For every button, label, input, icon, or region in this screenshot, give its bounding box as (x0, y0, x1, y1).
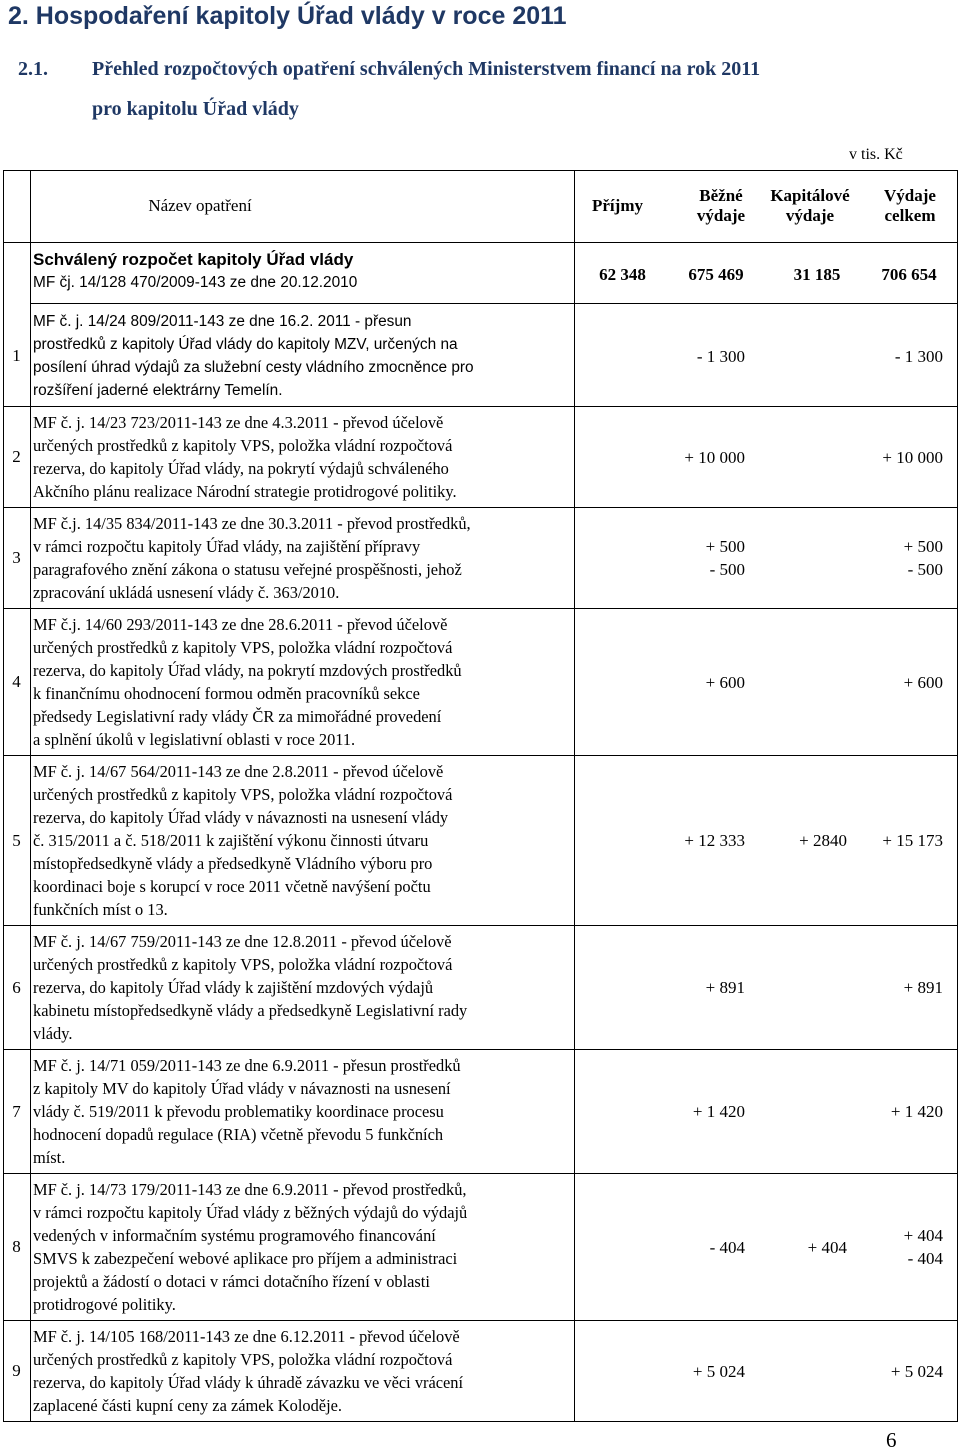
section-title-line2: pro kapitolu Úřad vlády (92, 98, 299, 120)
celkem-value: + 600 (903, 672, 943, 692)
bezne-value: + 10 000 (684, 447, 745, 467)
description-line: prostředků z kapitoly Úřad vlády do kapitoly MZV, určených na (33, 336, 458, 353)
celkem-value: + 15 173 (882, 831, 943, 850)
description-line: koordinaci boje s korupcí v roce 2011 včetně navýšení počtu (33, 877, 431, 896)
row-bezne (671, 609, 745, 755)
grid-line (3, 1421, 958, 1422)
bezne-value: + 5 024 (692, 1361, 745, 1381)
row-bezne (671, 508, 745, 608)
description-line: rezerva, do kapitoly Úřad vlády k úhradě závazku ve věci vrácení (33, 1373, 464, 1392)
celkem-value: - 1 300 (894, 346, 943, 366)
description-line: vlády. (33, 1024, 73, 1043)
grid-line (30, 170, 31, 1422)
row-number: 6 (12, 977, 21, 997)
description-line: kabinetu místopředsedkyně vlády a předsedkyně Legislativní rady (33, 1001, 468, 1020)
description-line: v rámci rozpočtu kapitoly Úřad vlády z běžných výdajů do výdajů (33, 1203, 468, 1222)
grid-line (957, 170, 958, 1422)
description-line: MF č. j. 14/23 723/2011-143 ze dne 4.3.2011 - převod účelově (33, 413, 444, 432)
description-line: SMVS k zabezpečení webové aplikace pro příjem a administraci (33, 1249, 458, 1268)
bezne-value: + 600 (705, 672, 745, 692)
row-description (33, 512, 573, 604)
row-description (33, 930, 573, 1045)
row-bezne (671, 1321, 745, 1421)
col-header-prijmy-text: Příjmy (592, 196, 643, 215)
col-header-kapitalove-line1: Kapitálové (770, 186, 850, 205)
description-line: MF č. j. 14/67 564/2011-143 ze dne 2.8.2011 - převod účelově (33, 762, 444, 781)
description-line: rezerva, do kapitoly Úřad vlády v návaznosti na usnesení vlády (33, 808, 449, 827)
row-number: 9 (12, 1361, 21, 1380)
description-line: MF č.j. 14/60 293/2011-143 ze dne 28.6.2011 - převod účelově (33, 615, 448, 634)
grid-line (3, 608, 958, 609)
budget-row-description (33, 248, 573, 294)
row-bezne (671, 756, 745, 925)
description-line: MF č. j. 14/73 179/2011-143 ze dne 6.9.2011 - převod prostředků, (33, 1180, 467, 1199)
description-line: Akčního plánu realizace Národní strategie protidrogové politiky. (33, 482, 457, 501)
row-celkem (861, 756, 943, 925)
description-line: č. 315/2011 a č. 518/2011 k zajištění výkonu činnosti útvaru (33, 831, 429, 850)
row-kapitalove (763, 756, 847, 925)
description-line: určených prostředků z kapitoly VPS, položka vládní rozpočtová (33, 785, 453, 804)
row-celkem (861, 1321, 943, 1421)
description-line: vedených v informačním systému programového financování (33, 1226, 436, 1245)
row-celkem (861, 407, 943, 507)
budget-measures-table (3, 170, 958, 1422)
budget-reference: MF čj. 14/128 470/2009-143 ze dne 20.12.2010 (33, 274, 358, 291)
description-line: určených prostředků z kapitoly VPS, položka vládní rozpočtová (33, 638, 453, 657)
row-number: 3 (12, 548, 21, 567)
description-line: protidrogové politiky. (33, 1295, 176, 1314)
celkem-value: + 891 (903, 978, 943, 997)
description-line: v rámci rozpočtu kapitoly Úřad vlády, na zajištění přípravy (33, 537, 421, 556)
description-line: hodnocení dopadů regulace (RIA) včetně převodu 5 funkčních (33, 1125, 444, 1144)
description-line: posílení úhrad výdajů za služební cesty vládního zmocněnce pro (33, 359, 474, 376)
description-line: MF č.j. 14/35 834/2011-143 ze dne 30.3.2011 - převod prostředků, (33, 514, 471, 533)
row-celkem (861, 926, 943, 1049)
description-line: a splnění úkolů v legislativní oblasti v roce 2011. (33, 730, 356, 749)
budget-bezne (671, 248, 761, 300)
row-number: 1 (12, 346, 21, 365)
section-title-line1: Přehled rozpočtových opatření schválených Ministerstvem financí na rok 2011 (92, 58, 761, 80)
description-line: MF č. j. 14/24 809/2011-143 ze dne 16.2. 2011 - přesun (33, 313, 412, 330)
description-line: určených prostředků z kapitoly VPS, položka vládní rozpočtová (33, 1350, 453, 1369)
grid-line (30, 303, 958, 304)
description-line: paragrafového znění zákona o statusu veřejné prospěšnosti, jehož (33, 560, 462, 579)
celkem-value: + 1 420 (890, 1102, 943, 1121)
row-description (33, 310, 573, 402)
budget-celkem-value: 706 654 (881, 264, 937, 284)
row-number: 2 (12, 447, 21, 466)
celkem-value: - 404 (907, 1249, 943, 1268)
description-line: rezerva, do kapitoly Úřad vlády k zajištění mzdových výdajů (33, 978, 434, 997)
description-line: vlády č. 519/2011 k převodu problematiky koordinace procesu (33, 1102, 444, 1121)
row-description (33, 1054, 573, 1169)
grid-line (3, 507, 958, 508)
col-header-celkem-line1: Výdaje (884, 186, 936, 205)
celkem-value: + 10 000 (882, 447, 943, 467)
bezne-value: + 500 (705, 537, 745, 556)
col-header-kapitalove (755, 170, 865, 242)
row-bezne (671, 1050, 745, 1173)
grid-line (574, 170, 575, 1422)
budget-prijmy-value: 62 348 (599, 264, 646, 284)
col-header-bezne-line2: výdaje (696, 206, 746, 225)
description-line: MF č. j. 14/67 759/2011-143 ze dne 12.8.2011 - převod účelově (33, 932, 452, 951)
row-description (33, 613, 573, 751)
description-line: předsedy Legislativní rady vlády ČR za mimořádné provedení (33, 707, 442, 726)
description-line: určených prostředků z kapitoly VPS, položka vládní rozpočtová (33, 436, 453, 455)
col-header-name-text: Název opatření (148, 196, 252, 215)
row-bezne (671, 926, 745, 1049)
description-line: rozšíření jaderné elektrárny Temelín. (33, 382, 283, 399)
description-line: určených prostředků z kapitoly VPS, položka vládní rozpočtová (33, 955, 453, 974)
budget-kapitalove-value: 31 185 (793, 264, 841, 284)
bezne-value: - 404 (709, 1237, 745, 1257)
col-header-celkem-line2: celkem (884, 206, 936, 225)
description-line: funkčních míst o 13. (33, 900, 168, 919)
grid-line (3, 242, 958, 243)
page-number: 6 (886, 1428, 897, 1452)
section-number: 2.1. (18, 58, 48, 80)
row-bezne (671, 1174, 745, 1320)
bezne-value: - 500 (709, 560, 745, 579)
page-heading: 2. Hospodaření kapitoly Úřad vlády v roce 2011 (8, 2, 567, 30)
col-header-name (30, 170, 370, 242)
bezne-value: + 1 420 (692, 1102, 745, 1121)
budget-bezne-value: 675 469 (688, 264, 744, 284)
col-header-bezne-line1: Běžné (699, 186, 743, 205)
budget-kapitalove (772, 248, 862, 300)
grid-line (3, 1049, 958, 1050)
row-number: 8 (12, 1237, 21, 1256)
budget-prijmy (575, 248, 670, 300)
celkem-value: + 5 024 (890, 1361, 943, 1381)
description-line: MF č. j. 14/71 059/2011-143 ze dne 6.9.2011 - přesun prostředků (33, 1056, 461, 1075)
row-number: 4 (12, 672, 21, 691)
kapitalove-value: + 2840 (799, 831, 847, 850)
row-celkem (861, 306, 943, 406)
unit-label: v tis. Kč (849, 146, 903, 163)
budget-title: Schválený rozpočet kapitoly Úřad vlády (33, 250, 354, 269)
row-bezne (671, 407, 745, 507)
celkem-value: - 500 (907, 560, 943, 579)
description-line: z kapitoly MV do kapitoly Úřad vlády v návaznosti na usnesení (33, 1079, 451, 1098)
row-celkem (861, 1050, 943, 1173)
description-line: k finančnímu ohodnocení formou odměn pracovníků sekce (33, 684, 420, 703)
description-line: MF č. j. 14/105 168/2011-143 ze dne 6.12.2011 - převod účelově (33, 1327, 460, 1346)
row-celkem (861, 609, 943, 755)
col-header-prijmy (575, 170, 660, 242)
row-bezne (671, 306, 745, 406)
row-kapitalove (763, 1174, 847, 1320)
description-line: rezerva, do kapitoly Úřad vlády, na pokrytí mzdových prostředků (33, 661, 462, 680)
description-line: projektů a žádostí o dotaci v rámci dotačního řízení v oblasti (33, 1272, 430, 1291)
description-line: zaplacené části kupní ceny za zámek Koloděje. (33, 1396, 342, 1415)
bezne-value: + 891 (705, 978, 745, 997)
row-celkem (861, 508, 943, 608)
budget-celkem (863, 248, 955, 300)
row-description (33, 1178, 573, 1316)
row-description (33, 760, 573, 921)
celkem-value: + 500 (903, 537, 943, 556)
bezne-value: + 12 333 (684, 831, 745, 850)
col-header-celkem (861, 170, 959, 242)
description-line: míst. (33, 1148, 66, 1167)
grid-line (3, 925, 958, 926)
row-description (33, 1325, 573, 1417)
description-line: místopředsedkyně vlády a předsedkyně Vládního výboru pro (33, 854, 433, 873)
row-number: 5 (12, 830, 21, 850)
description-line: rezerva, do kapitoly Úřad vlády, na pokrytí výdajů schváleného (33, 459, 449, 478)
row-description (33, 411, 573, 503)
kapitalove-value: + 404 (807, 1237, 847, 1257)
description-line: zpracování ukládá usnesení vlády č. 363/2010. (33, 583, 340, 602)
col-header-kapitalove-line2: výdaje (785, 206, 835, 225)
row-celkem (861, 1174, 943, 1320)
grid-line (3, 1320, 958, 1321)
bezne-value: - 1 300 (696, 346, 745, 366)
grid-line (3, 406, 958, 407)
celkem-value: + 404 (903, 1226, 943, 1245)
row-number: 7 (12, 1101, 21, 1121)
